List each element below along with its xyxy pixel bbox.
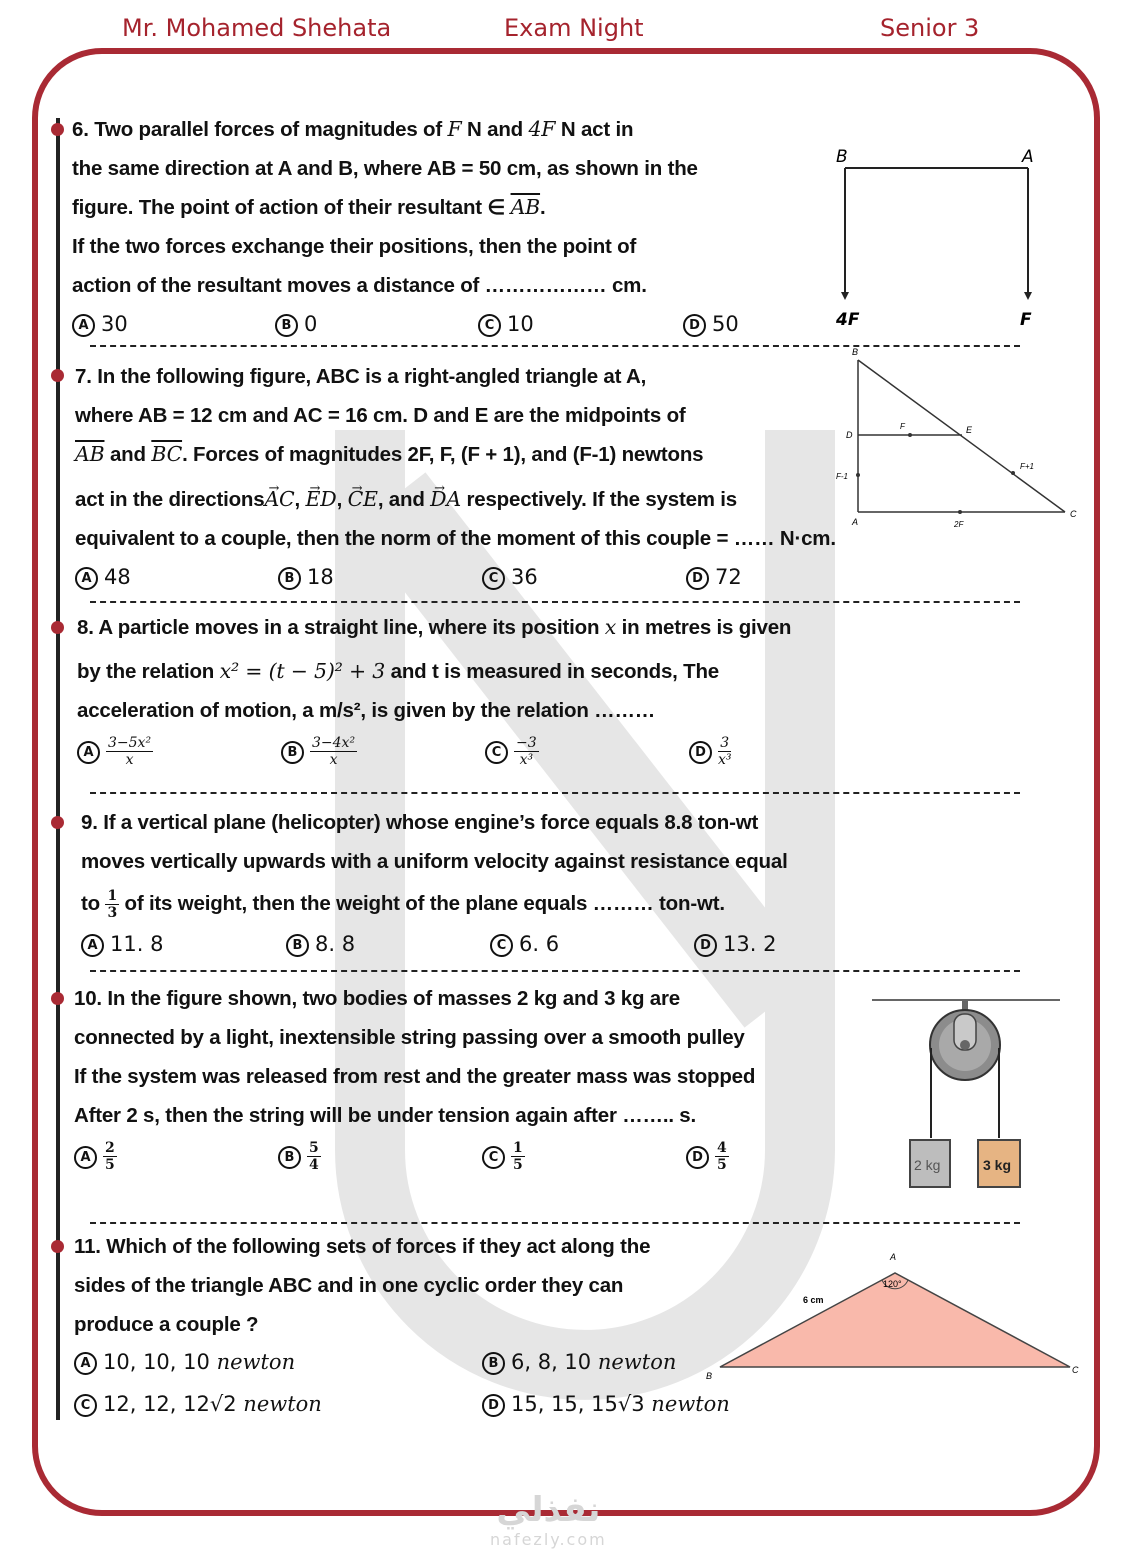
- svg-text:2 kg: 2 kg: [914, 1157, 941, 1173]
- margin-line: [56, 118, 60, 1420]
- svg-text:B: B: [852, 347, 859, 357]
- svg-text:6 cm: 6 cm: [803, 1295, 824, 1305]
- question-8: 8. A particle moves in a straight line, where its position x in metres is given by the relation x² = (t − 5)² + 3 and t is measured in seconds, The acceleration of motion, a m/s², is given by the relation ………: [77, 615, 792, 722]
- pulley-figure: [870, 990, 1065, 1195]
- footer-logo-text: نفذلي: [496, 1490, 601, 1530]
- option-b[interactable]: B 18: [278, 565, 334, 590]
- triangle-abc-figure: [700, 1245, 1085, 1385]
- footer-logo: [490, 1490, 607, 1549]
- option-a[interactable]: A 48: [75, 565, 131, 590]
- question-7: 7. In the following figure, ABC is a right-angled triangle at A, where AB = 12 cm and AC = 16 cm. D and E are the midpoints of $\overline{AB}$ and $\overline{BC}$. Forces of magnitudes 2F, F, (F + 1), and (F-1) newtons act in the directions→ AC, → ED, → CE, and → DA respectively. If the system is equivalent to a couple, then the norm of the moment of this couple = …… N·cm.: [75, 357, 836, 558]
- option-c[interactable]: C 12, 12, 12√2 newton: [74, 1392, 322, 1417]
- question-6: 6. Two parallel forces of magnitudes of F N and 4F N act in the same direction at A and B, where AB = 50 cm, as shown in the figure. The point of action of their resultant ∈ $\overline{AB}$. If the two forces exchange their positions, then the point of action of the resultant moves a distance of ……………… cm.: [72, 117, 698, 297]
- parallel-forces-figure: [820, 140, 1050, 340]
- option-c[interactable]: C $\frac{1}{5}$: [482, 1140, 525, 1173]
- question-bullet: [51, 123, 64, 136]
- svg-text:2F: 2F: [954, 520, 964, 529]
- svg-text:D: D: [846, 430, 853, 440]
- question-bullet: [51, 1240, 64, 1253]
- svg-text:C: C: [1070, 509, 1077, 519]
- divider: [90, 792, 1020, 794]
- option-b[interactable]: B $\frac{\text{3−4x²}}{x}$: [281, 735, 357, 768]
- question-9: 9. If a vertical plane (helicopter) whose engine’s force equals 8.8 ton-wt moves vertically upwards with a uniform velocity against resistance equal to $\frac{1}{3}$ of its weight, then the weight of the plane equals ……… ton-wt.: [81, 811, 788, 922]
- svg-text:B: B: [706, 1371, 713, 1381]
- grade-label: Senior 3: [880, 14, 980, 42]
- footer-site: nafezly.com: [490, 1530, 607, 1549]
- teacher-name: Mr. Mohamed Shehata: [122, 14, 392, 42]
- option-d[interactable]: D 50: [683, 312, 739, 337]
- option-c[interactable]: C 36: [482, 565, 538, 590]
- option-d[interactable]: D $\frac{3}{\text{x³}}$: [689, 735, 732, 768]
- svg-text:E: E: [966, 425, 973, 435]
- divider: [90, 970, 1020, 972]
- divider: [90, 1222, 1020, 1224]
- option-d[interactable]: D $\frac{4}{5}$: [686, 1140, 729, 1173]
- question-11: 11. Which of the following sets of forces if they act along the sides of the triangle ABC and in one cyclic order they can produce a couple ?: [74, 1235, 651, 1336]
- option-d[interactable]: D 13. 2: [694, 932, 776, 957]
- option-b[interactable]: B 6, 8, 10 newton: [482, 1350, 676, 1375]
- svg-text:B: B: [836, 147, 848, 167]
- option-d[interactable]: D 15, 15, 15√3 newton: [482, 1392, 730, 1417]
- divider: [90, 601, 1020, 603]
- question-bullet: [51, 816, 64, 829]
- option-a[interactable]: A 11. 8: [81, 932, 163, 957]
- question-bullet: [51, 992, 64, 1005]
- option-b[interactable]: B 0: [275, 312, 317, 337]
- option-a[interactable]: A 30: [72, 312, 128, 337]
- svg-text:120°: 120°: [883, 1279, 902, 1289]
- svg-text:F: F: [1020, 310, 1032, 330]
- option-a[interactable]: A $\frac{2}{5}$: [74, 1140, 117, 1173]
- page-title: Exam Night: [504, 14, 644, 42]
- svg-text:F+1: F+1: [1020, 462, 1035, 471]
- option-a[interactable]: A $\frac{\text{3−5x²}}{x}$: [77, 735, 153, 768]
- question-10: 10. In the figure shown, two bodies of masses 2 kg and 3 kg are connected by a light, inextensible string passing over a smooth pulley If the system was released from rest and the greater mass was stopped After 2 s, then the string will be under tension again after …….. s.: [74, 987, 756, 1127]
- option-c[interactable]: C 10: [478, 312, 534, 337]
- svg-text:3 kg: 3 kg: [983, 1157, 1012, 1173]
- svg-text:A: A: [1022, 147, 1034, 167]
- svg-text:F-1: F-1: [836, 472, 848, 481]
- svg-text:A: A: [852, 517, 859, 527]
- svg-text:C: C: [1072, 1365, 1079, 1375]
- svg-text:F: F: [900, 422, 905, 431]
- option-d[interactable]: D 72: [686, 565, 742, 590]
- option-b[interactable]: B 8. 8: [286, 932, 355, 957]
- triangle-forces-figure: [830, 345, 1080, 535]
- svg-text:A: A: [890, 1252, 897, 1262]
- option-a[interactable]: A 10, 10, 10 newton: [74, 1350, 295, 1375]
- option-b[interactable]: B $\frac{5}{4}$: [278, 1140, 321, 1173]
- svg-text:4F: 4F: [836, 310, 860, 330]
- option-c[interactable]: C $\frac{-3}{\text{x³}}$: [485, 735, 539, 768]
- question-bullet: [51, 621, 64, 634]
- option-c[interactable]: C 6. 6: [490, 932, 559, 957]
- question-bullet: [51, 369, 64, 382]
